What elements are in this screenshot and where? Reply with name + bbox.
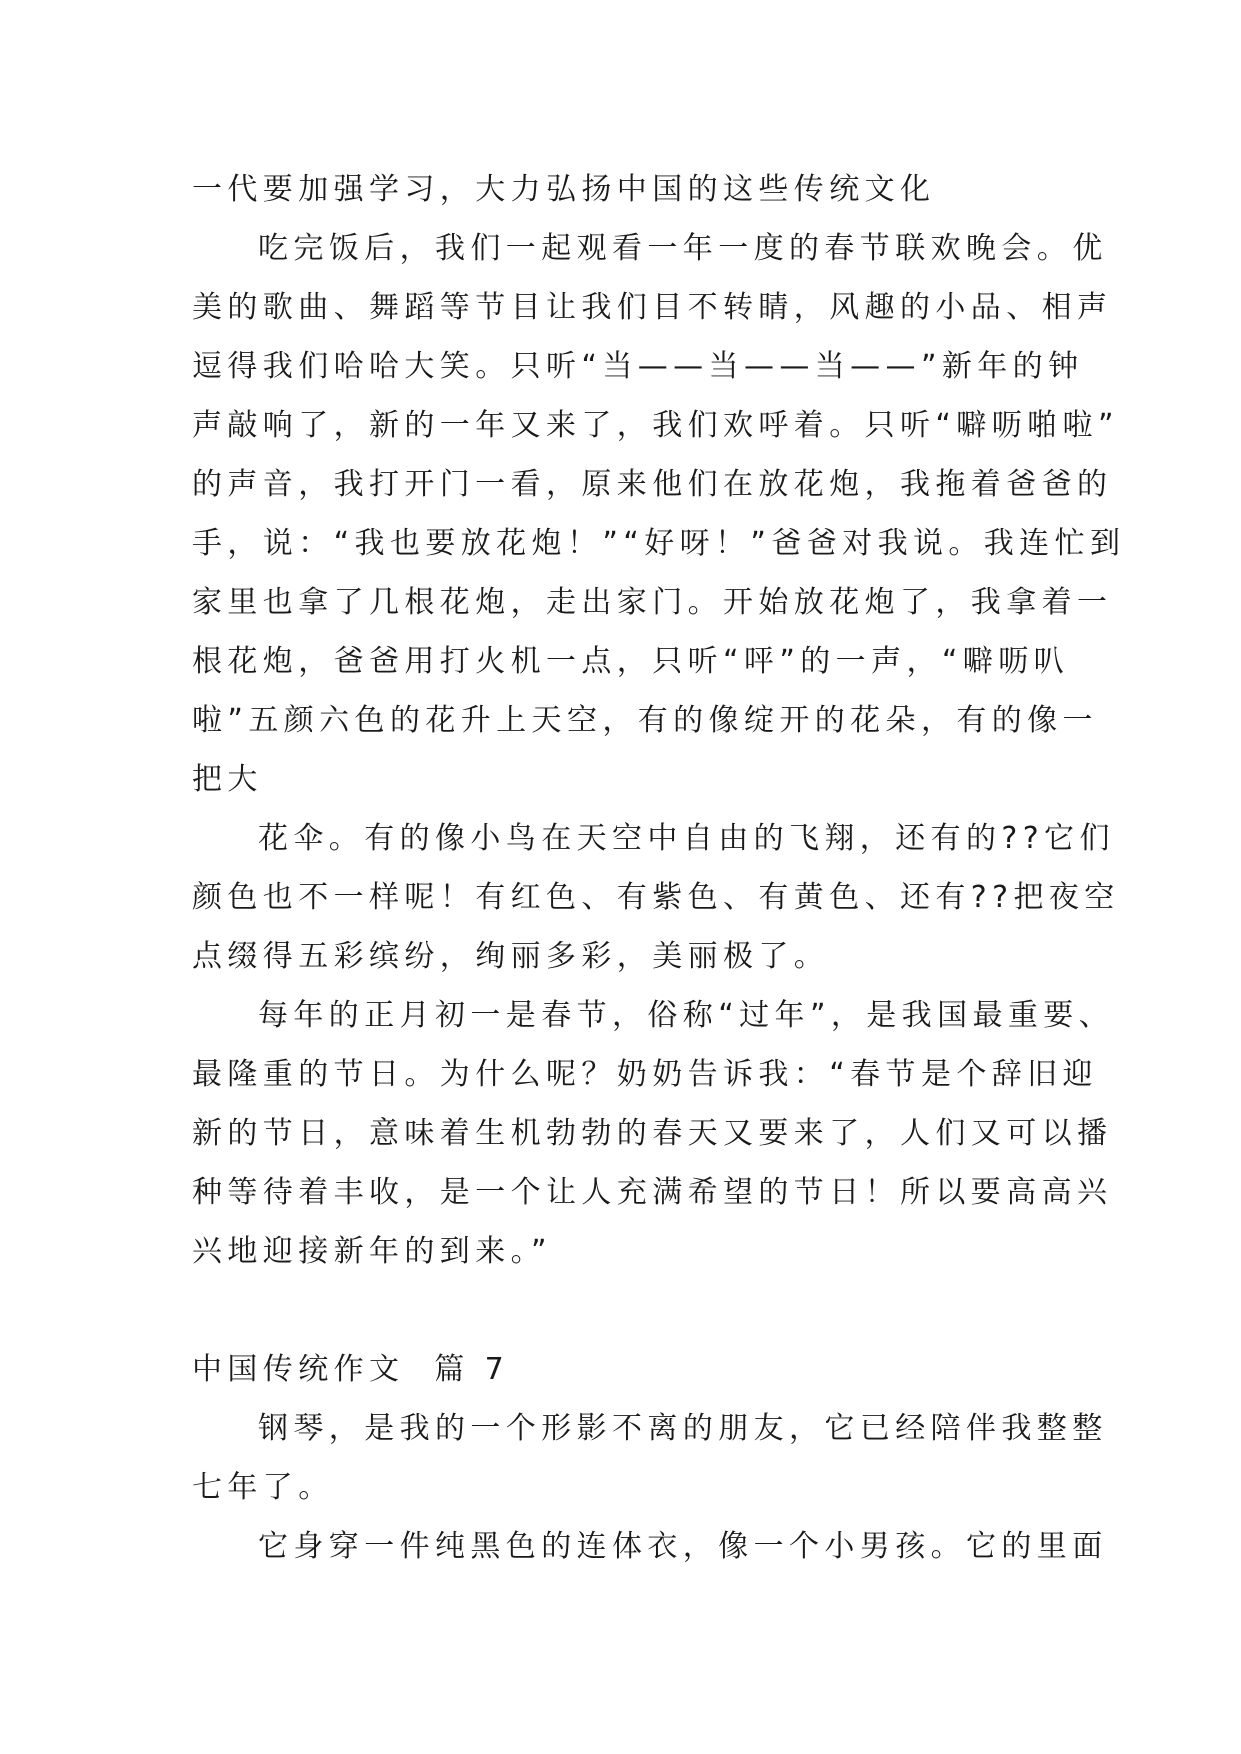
text-line: 根花炮，爸爸用打火机一点，只听“呯”的一声，“噼呖叭 [192, 644, 1070, 679]
paragraph-start: 每年的正月初一是春节，俗称“过年”，是我国最重要、 [258, 998, 1115, 1033]
section-gap [192, 1281, 1052, 1340]
text-line: 逗得我们哈哈大笑。只听“当——当——当——”新年的钟 [192, 349, 1084, 384]
paragraph-start: 吃完饭后，我们一起观看一年一度的春节联欢晚会。优 [258, 231, 1108, 266]
paragraph-start: 它身穿一件纯黑色的连体衣，像一个小男孩。它的里面 [258, 1529, 1108, 1564]
section-heading: 中国传统作文 篇 7 [192, 1352, 510, 1387]
text-line: 点缀得五彩缤纷，绚丽多彩，美丽极了。 [192, 939, 830, 974]
text-line: 啦”五颜六色的花升上天空，有的像绽开的花朵，有的像一 [192, 703, 1098, 738]
text-line: 新的节日，意味着生机勃勃的春天又要来了，人们又可以播 [192, 1116, 1113, 1151]
text-line: 种等待着丰收，是一个让人充满希望的节日！所以要高高兴 [192, 1175, 1113, 1210]
document-body [192, 160, 1126, 1576]
text-line: 的声音，我打开门一看，原来他们在放花炮，我拖着爸爸的 [192, 467, 1113, 502]
text-line: 兴地迎接新年的到来。” [192, 1234, 552, 1269]
paragraph-start: 钢琴，是我的一个形影不离的朋友，它已经陪伴我整整 [258, 1411, 1108, 1446]
text-line: 颜色也不一样呢！有红色、有紫色、有黄色、还有??把夜空 [192, 880, 1120, 915]
text-line: 一代要加强学习，大力弘扬中国的这些传统文化 [192, 172, 936, 207]
text-line: 美的歌曲、舞蹈等节目让我们目不转睛，风趣的小品、相声 [192, 290, 1113, 325]
text-line: 七年了。 [192, 1470, 334, 1505]
paragraph-start: 花伞。有的像小鸟在天空中自由的飞翔，还有的??它们 [258, 821, 1115, 856]
text-line: 最隆重的节日。为什么呢？奶奶告诉我：“春节是个辞旧迎 [192, 1057, 1098, 1092]
text-line: 家里也拿了几根花炮，走出家门。开始放花炮了，我拿着一 [192, 585, 1113, 620]
text-line: 手，说：“我也要放花炮！”“好呀！”爸爸对我说。我连忙到 [192, 526, 1126, 561]
text-line: 声敲响了，新的一年又来了，我们欢呼着。只听“噼呖啪啦” [192, 408, 1119, 443]
text-line: 把大 [192, 762, 263, 797]
